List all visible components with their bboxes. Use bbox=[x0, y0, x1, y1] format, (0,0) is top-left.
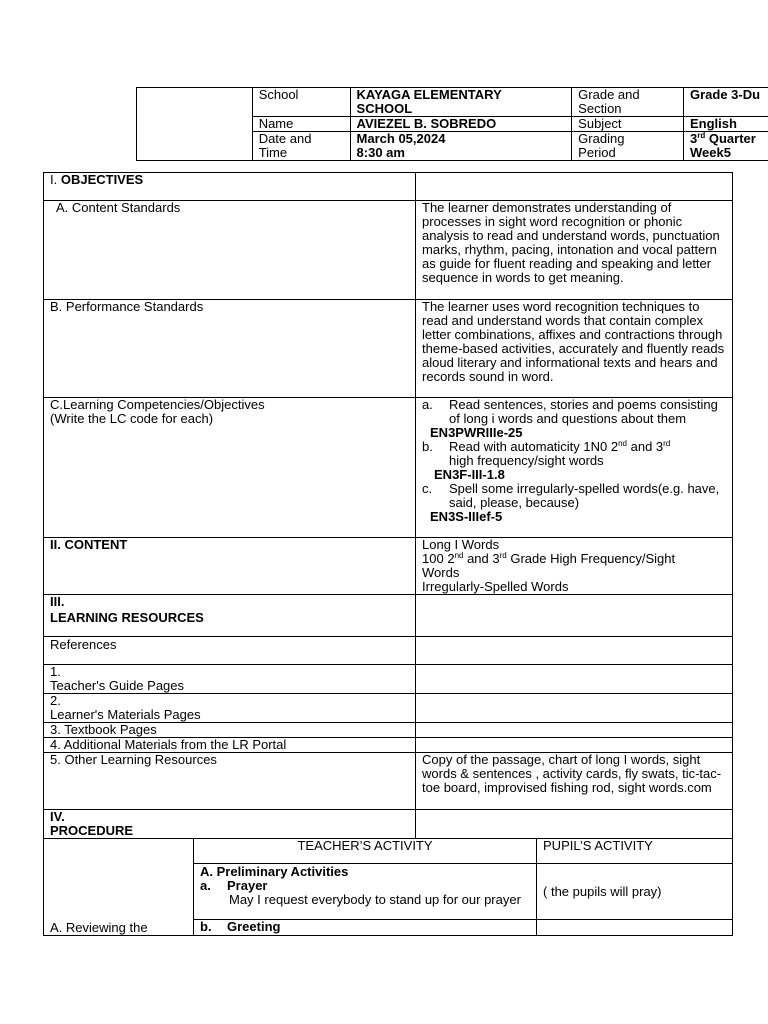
pupil-prayer: ( the pupils will pray) bbox=[537, 864, 733, 920]
performance-standards-text: The learner uses word recognition techniques to read and understand words that contain complex letter combinations, affixes and contractions through theme-based activities, accurately and fluently reads aloud literary and informational texts and hears and records sound in word. bbox=[416, 300, 733, 398]
lc-code: EN3S-IIIef-5 bbox=[430, 509, 503, 524]
objectives-heading: I. OBJECTIVES bbox=[44, 173, 416, 201]
school-label: School bbox=[252, 88, 350, 117]
other-resources-text: Copy of the passage, chart of long I words, sight words & sentences , activity cards, fly swats, tic-tac-toe board, improvised fishing rod, sight words.com bbox=[416, 753, 733, 810]
teachers-guide-label: 1. Teacher's Guide Pages bbox=[44, 665, 416, 694]
date-value: March 05,2024 8:30 am bbox=[350, 132, 572, 161]
list-item: c. Spell some irregularly-spelled words(e.g. have, said, please, because) bbox=[422, 481, 720, 510]
competencies-label: C.Learning Competencies/Objectives (Write the LC code for each) bbox=[44, 398, 416, 538]
name-value: AVIEZEL B. SOBREDO bbox=[350, 117, 572, 132]
period-value: 3rd Quarter Week5 bbox=[684, 132, 768, 161]
competencies-list bbox=[416, 398, 733, 538]
resources-heading: III. LEARNING RESOURCES bbox=[44, 595, 416, 637]
period-label: Grading Period bbox=[572, 132, 684, 161]
grade-label: Grade and Section bbox=[572, 88, 684, 117]
greeting-item: b. Greeting bbox=[194, 920, 537, 936]
textbook-label: 3. Textbook Pages bbox=[44, 723, 416, 738]
content-heading: II. CONTENT bbox=[44, 538, 416, 595]
lesson-plan-table bbox=[43, 172, 733, 936]
lc-code: EN3PWRIIIe-25 bbox=[430, 425, 523, 440]
references-label: References bbox=[44, 637, 416, 665]
subject-value: English bbox=[684, 117, 768, 132]
procedure-heading: IV. PROCEDURE bbox=[44, 810, 416, 839]
content-standards-text: The learner demonstrates understanding of processes in sight word recognition or phonic analysis to read and understand words, punctuation marks, rhythm, pacing, intonation and vocal pattern as guide for fluent reading and speaking and letter sequence in words to get meaning. bbox=[416, 201, 733, 300]
list-item: a. Read sentences, stories and poems consisting of long i words and questions about them bbox=[422, 397, 718, 426]
learners-materials-label: 2. Learner's Materials Pages bbox=[44, 694, 416, 723]
grade-value: Grade 3-Du bbox=[684, 88, 768, 117]
logo-cell bbox=[137, 88, 253, 161]
list-item: b. Read with automaticity 1N0 2nd and 3rd high frequency/sight words bbox=[422, 439, 671, 468]
additional-materials-label: 4. Additional Materials from the LR Portal bbox=[44, 738, 416, 753]
content-text: Long I Words 100 2nd and 3rd Grade High Frequency/Sight Words Irregularly-Spelled Words bbox=[416, 538, 733, 595]
teacher-activity-header: TEACHER’S ACTIVITY bbox=[194, 839, 537, 864]
lc-code: EN3F-III-1.8 bbox=[434, 467, 505, 482]
subject-label: Subject bbox=[572, 117, 684, 132]
other-resources-label: 5. Other Learning Resources bbox=[44, 753, 416, 810]
content-standards-label: A. Content Standards bbox=[44, 201, 416, 300]
name-label: Name bbox=[252, 117, 350, 132]
header-table bbox=[136, 87, 768, 161]
date-label: Date and Time bbox=[252, 132, 350, 161]
school-value: KAYAGA ELEMENTARY SCHOOL bbox=[350, 88, 572, 117]
preliminary-activities: A. Preliminary Activities a. Prayer May I request everybody to stand up for our prayer bbox=[194, 864, 537, 920]
reviewing-label: A. Reviewing the bbox=[44, 839, 194, 936]
performance-standards-label: B. Performance Standards bbox=[44, 300, 416, 398]
pupil-activity-header: PUPIL’S ACTIVITY bbox=[537, 839, 733, 864]
